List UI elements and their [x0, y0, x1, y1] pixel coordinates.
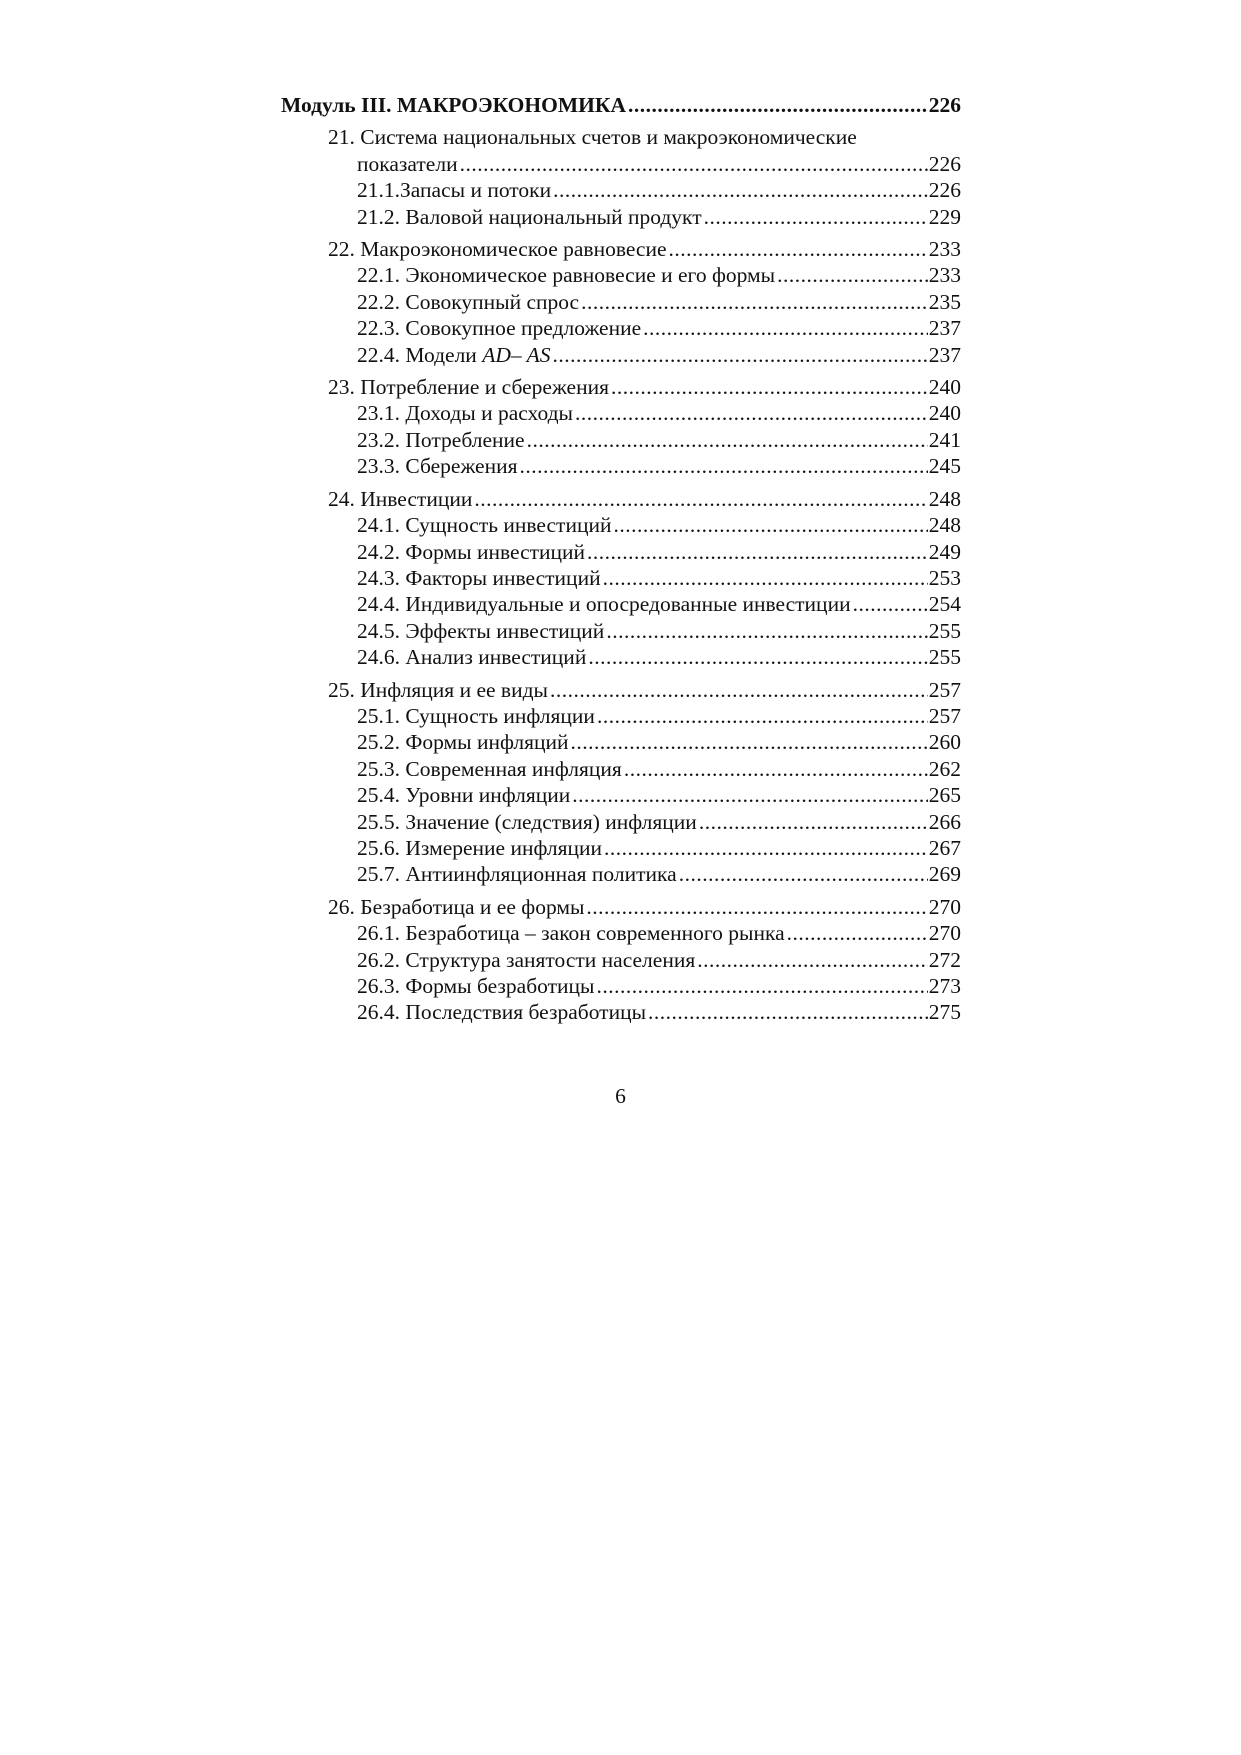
toc-entry-page: 229 — [928, 204, 961, 229]
page-number: 6 — [615, 1084, 626, 1108]
table-of-contents — [281, 92, 961, 1026]
toc-leader-dots — [669, 236, 928, 262]
toc-entry-page: 248 — [928, 486, 961, 511]
toc-entry-page: 255 — [928, 618, 961, 643]
toc-entry-page: 245 — [928, 454, 961, 479]
toc-leader-dots — [597, 703, 928, 729]
toc-entry-page: 270 — [928, 921, 961, 946]
toc-section-entry — [281, 539, 961, 565]
toc-chapter-entry — [281, 677, 961, 703]
toc-section-entry — [281, 315, 961, 341]
toc-section-entry — [281, 729, 961, 755]
toc-entry-page: 249 — [928, 539, 961, 564]
toc-entry-page: 257 — [928, 677, 961, 702]
toc-entry-page: 265 — [928, 783, 961, 808]
toc-entry-title: 24.1. Сущность инвестиций — [357, 513, 612, 538]
toc-section-entry — [281, 204, 961, 230]
toc-section-entry — [281, 565, 961, 591]
toc-leader-dots — [587, 539, 928, 565]
toc-entry-title: 25.3. Современная инфляция — [357, 756, 622, 781]
toc-leader-dots — [648, 999, 928, 1025]
toc-section-entry — [281, 427, 961, 453]
toc-entry-page: 237 — [928, 342, 961, 367]
toc-module-entry — [281, 92, 961, 118]
toc-leader-dots — [550, 677, 928, 703]
toc-entry-title: 26.4. Последствия безработицы — [357, 1000, 647, 1025]
toc-section-entry — [281, 644, 961, 670]
toc-entry-title: 24.4. Индивидуальные и опосредованные инвестиции — [357, 592, 851, 617]
toc-entry-title: показатели — [357, 151, 458, 176]
toc-section-entry — [281, 756, 961, 782]
toc-chapter-entry — [281, 374, 961, 400]
toc-entry-title: 24.3. Факторы инвестиций — [357, 565, 601, 590]
toc-section-entry — [281, 591, 961, 617]
toc-entry-page: 273 — [928, 974, 961, 998]
toc-entry-page: 257 — [928, 703, 961, 728]
toc-leader-dots — [553, 177, 928, 203]
toc-entry-page: 253 — [928, 565, 961, 590]
toc-section-entry — [281, 453, 961, 479]
toc-entry-title: 23.3. Сбережения — [357, 454, 518, 479]
toc-leader-dots — [613, 512, 927, 538]
toc-leader-dots — [624, 756, 928, 782]
toc-leader-dots — [643, 315, 928, 341]
toc-leader-dots — [787, 920, 928, 946]
toc-entry-title: 26. Безработица и ее формы — [328, 894, 585, 919]
toc-leader-dots — [603, 565, 928, 591]
toc-leader-dots — [697, 947, 928, 973]
toc-section-entry — [281, 861, 961, 887]
toc-leader-dots — [699, 809, 928, 835]
toc-entry-page: 235 — [928, 289, 961, 314]
toc-leader-dots — [606, 618, 927, 644]
toc-entry-title: 23.2. Потребление — [357, 427, 525, 452]
toc-entry-title: 25.5. Значение (следствия) инфляции — [357, 809, 697, 834]
toc-section-entry — [281, 342, 961, 368]
toc-entry-page: 248 — [928, 513, 961, 538]
toc-leader-dots — [628, 92, 928, 118]
toc-entry-page: 233 — [928, 263, 961, 288]
toc-entry-page: 226 — [928, 178, 961, 203]
toc-entry-title: 25.1. Сущность инфляции — [357, 703, 595, 728]
toc-entry-title: 26.1. Безработица – закон современного рынка — [357, 921, 785, 946]
toc-entry-title-italic: AD– AS — [482, 342, 551, 367]
toc-entry-title: 25.2. Формы инфляций — [357, 730, 569, 755]
toc-entry-title: 24. Инвестиции — [328, 486, 473, 511]
toc-leader-dots — [611, 374, 928, 400]
toc-entry-title: 26.2. Структура занятости населения — [357, 947, 696, 972]
toc-entry-page: 233 — [928, 237, 961, 262]
toc-entry-page: 270 — [928, 894, 961, 919]
toc-chapter-entry — [281, 486, 961, 512]
toc-entry-title: 25.4. Уровни инфляции — [357, 783, 571, 808]
toc-entry-title-prefix: 22.4. Модели — [357, 342, 483, 367]
toc-entry-page: 272 — [928, 947, 961, 972]
toc-entry-title: 21.1.Запасы и потоки — [357, 178, 552, 203]
toc-leader-dots — [596, 973, 927, 999]
toc-chapter-entry — [281, 151, 961, 177]
toc-entry-title: 22.2. Совокупный спрос — [357, 289, 580, 314]
toc-leader-dots — [588, 644, 927, 670]
toc-entry-title: 25. Инфляция и ее виды — [328, 677, 548, 702]
toc-entry-title: 25.6. Измерение инфляции — [357, 835, 603, 860]
toc-entry-page: 266 — [928, 809, 961, 834]
toc-section-entry — [281, 262, 961, 288]
toc-entry-title — [357, 342, 550, 368]
toc-entry-page: 267 — [928, 835, 961, 860]
toc-leader-dots — [460, 151, 928, 177]
toc-leader-dots — [527, 427, 928, 453]
toc-leader-dots — [575, 400, 928, 426]
toc-entry-page: 260 — [928, 730, 961, 755]
toc-leader-dots — [552, 342, 927, 368]
toc-entry-page: 237 — [928, 316, 961, 341]
toc-entry-page: 269 — [928, 862, 961, 887]
toc-entry-title: 26.3. Формы безработицы — [357, 974, 595, 998]
toc-leader-dots — [777, 262, 928, 288]
toc-leader-dots — [571, 729, 928, 755]
toc-leader-dots — [474, 486, 927, 512]
toc-leader-dots — [586, 894, 927, 920]
toc-entry-title: 24.6. Анализ инвестиций — [357, 645, 587, 670]
toc-entry-title: 24.2. Формы инвестиций — [357, 539, 586, 564]
toc-leader-dots — [572, 782, 927, 808]
toc-entry-page: 275 — [928, 1000, 961, 1025]
toc-entry-page: 241 — [928, 427, 961, 452]
toc-section-entry — [281, 400, 961, 426]
toc-entry-page: 226 — [928, 93, 961, 117]
toc-section-entry — [281, 973, 961, 999]
toc-section-entry — [281, 782, 961, 808]
toc-chapter-title-line: 21. Система национальных счетов и макроэкономические — [328, 125, 857, 150]
toc-entry-title: 22.3. Совокупное предложение — [357, 316, 642, 341]
toc-entry-title: 23.1. Доходы и расходы — [357, 401, 573, 426]
toc-section-entry — [281, 920, 961, 946]
toc-entry-page: 240 — [928, 375, 961, 400]
toc-entry-title: 24.5. Эффекты инвестиций — [357, 618, 605, 643]
toc-leader-dots — [853, 591, 928, 617]
toc-leader-dots — [519, 453, 927, 479]
toc-section-entry — [281, 289, 961, 315]
toc-entry-page: 254 — [928, 592, 961, 617]
toc-entry-page: 226 — [928, 151, 961, 176]
toc-entry-title: 25.7. Антиинфляционная политика — [357, 862, 677, 887]
toc-section-entry — [281, 947, 961, 973]
toc-leader-dots — [704, 204, 928, 230]
toc-entry-title: 22. Макроэкономическое равновесие — [328, 237, 667, 262]
toc-section-entry — [281, 512, 961, 538]
toc-section-entry — [281, 999, 961, 1025]
toc-section-entry — [281, 835, 961, 861]
toc-entry-title: 21.2. Валовой национальный продукт — [357, 204, 702, 229]
toc-leader-dots — [581, 289, 928, 315]
toc-section-entry — [281, 809, 961, 835]
toc-entry-page: 240 — [928, 401, 961, 426]
toc-chapter-entry — [281, 894, 961, 920]
toc-leader-dots — [604, 835, 928, 861]
toc-section-entry — [281, 703, 961, 729]
toc-leader-dots — [679, 861, 928, 887]
toc-entry-title: 22.1. Экономическое равновесие и его формы — [357, 263, 776, 288]
toc-chapter-entry — [281, 236, 961, 262]
toc-entry-page: 262 — [928, 756, 961, 781]
toc-entry-title: 23. Потребление и сбережения — [328, 375, 609, 400]
toc-entry-title: Модуль III. МАКРОЭКОНОМИКА — [281, 93, 626, 117]
toc-entry-page: 255 — [928, 645, 961, 670]
toc-section-entry — [281, 618, 961, 644]
toc-section-entry — [281, 177, 961, 203]
